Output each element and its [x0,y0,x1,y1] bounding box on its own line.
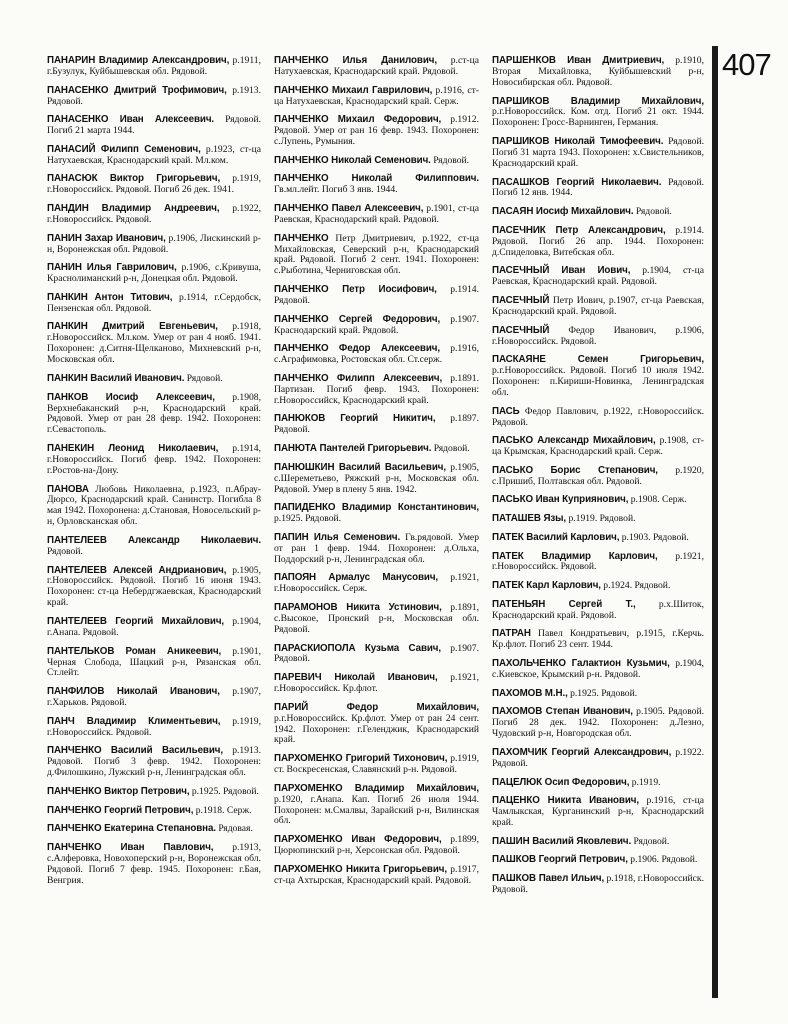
entry [492,495,704,506]
entry [492,689,704,700]
entry-name: ПАРИЙ Федор Михайлович, [274,701,479,713]
entry [47,393,261,437]
entry [47,263,261,285]
entry-details: р.1912. Рядовой. Умер от ран 16 февр. 1943. Похоронен: с.Лупень, Румыния. [274,114,479,148]
entry-name: ПАРХОМЕНКО Никита Григорьевич, [274,863,447,875]
entry-name: ПАНЧЕНКО Николай Семенович. [274,154,431,166]
entry-name: ПАРШИКОВ Владимир Михайлович, [492,95,704,107]
entry-details: р.1914, г.Новороссийск. Погиб февр. 1942. Похоронен: г.Ростов-на-Дону. [47,443,261,476]
entry-details: р.1891. Партизан. Погиб февр. 1943. Похоронен: г.Новороссийск, Краснодарский край. [274,372,479,406]
entry-name: ПАНТЕЛЕЕВ Георгий Михайлович, [47,616,225,627]
entry [47,115,261,137]
entry-name: ПАСЬКО Иван Куприянович, [492,494,629,506]
entry-details: р.1922, г.Новороссийск. Рядовой. [47,203,261,225]
entry [492,407,704,429]
entry [274,835,479,857]
entry [47,566,261,610]
entry-name: ПАРАСКИОПОЛА Кузьма Савич, [274,642,442,654]
entry-details: Рядовой. [631,835,670,847]
entry [492,355,704,399]
entry-details: р.г.Новороссийск. Ком. отд. Погиб 21 окт. 1944. Похоронен: Гросс-Варнинген, Германия. [492,106,704,129]
entry-details: р.1908, ст-ца Крымская, Краснодарский край. Серж. [492,435,704,458]
entry-name: ПАСЕЧНЫЙ [492,324,550,336]
entry-name: ПАНКИН Дмитрий Евгеньевич, [47,321,218,333]
entry-details: р.1914, г.Сердобск, Пензенская обл. Рядовой. [47,291,261,314]
entry-details: Рядовой. [431,443,470,455]
entry-name: ПАНКИН Антон Титович, [47,291,173,303]
entry-details: р.1905, с.Шереметьево, Ряжский р-н, Московская обл. Рядовой. Умер в плену 5 янв. 1942. [274,461,479,495]
entry-name: ПАНАСЕНКО Иван Алексеевич. [47,114,215,126]
entry [274,344,479,366]
entry [274,503,479,525]
entry [274,234,479,278]
entry [47,86,261,108]
entry-details: р.1903. Рядовой. [619,531,689,543]
entry [274,86,479,108]
entry-details: Рядовой. [633,206,672,218]
entry [274,754,479,776]
entry-details: р.1904, ст-ца Раевская, Краснодарский край. Рядовой. [492,265,704,288]
entry [492,207,704,218]
entry [492,436,704,458]
entry [492,514,704,525]
entry-name: ПАПИДЕНКО Владимир Константинович, [274,502,479,514]
entry [274,204,479,226]
entry [492,837,704,848]
entry-name: ПАНАРИН Владимир Александрович, [47,55,230,66]
entry-name: ПАПИН Илья Семенович. [274,531,401,543]
entry-details: р.1924. Рядовой. [600,580,671,592]
entry-name: ПАШКОВ Павел Ильич, [492,873,605,885]
entry-name: ПАНЧЕНКО Виктор Петрович, [47,785,190,797]
entry [492,226,704,259]
entry-details: р.1913. Рядовой. Погиб 3 февр. 1942. Похоронен: д.Филошкино, Лужский р-н, Ленинградская обл. [47,745,261,779]
entry-name: ПАСЕЧНЫЙ [492,294,550,306]
entry [274,784,479,828]
entry [492,748,704,770]
entry [274,644,479,666]
entry-name: ПАНОВА [47,483,89,495]
entry-name: ПАСЬ [492,405,520,417]
entry-details: р.1906, с.Кривуша, Краснолиманский р-н, Донецкая обл. Рядовой. [47,262,262,285]
entry-name: ПАНЧЕНКО Василий Васильевич, [47,745,223,757]
entry-name: ПАНЧЕНКО Федор Алексеевич, [274,343,440,355]
entry-details: Рядовой. Погиб 21 марта 1944. [47,114,261,137]
entry [274,115,479,148]
entry-details: р.1907. Краснодарский край. Рядовой. [274,313,480,336]
entry-name: ПАНЧЕНКО Георгий Петрович, [47,804,194,816]
entry [274,573,479,595]
entry-name: ПАХОМОВ М.Н., [492,687,568,699]
entry-details: р.1920, с.Пришиб, Полтавская обл. Рядовой. [492,464,704,487]
entry-details: р.1891, с.Высокое, Пронский р-н, Московская обл. Рядовой. [274,601,479,635]
entry [274,603,479,636]
entry-name: ПАНЧЕНКО Петр Иосифович, [274,284,437,296]
entry-details: р.1919. Рядовой. [566,513,636,525]
entry-name: ПАХОЛЬЧЕНКО Галактион Кузьмич, [492,658,670,670]
entry [492,581,704,592]
entry-name: ПАПОЯН Армалус Манусович, [274,572,439,584]
entry [47,806,261,817]
entry-details: р.1913. Рядовой. [47,84,261,107]
entry [492,266,704,288]
entry-details: р.1916, с.Аграфимовка, Ростовская обл. Ст.серж. [274,343,479,366]
entry-name: ПАТЕК Василий Карлович, [492,531,620,543]
entry [492,296,704,318]
entry-details: р.1921, г.Новороссийск. Кр.флот. [274,672,479,695]
entry [47,485,261,529]
entry-name: ПАТЕК Владимир Карлович, [492,550,658,562]
entry-name: ПАНЧЕНКО Илья Данилович, [274,55,437,66]
entry-details: Павел Кондратьевич, р.1915, г.Керчь. Кр.флот. Погиб 23 сент. 1944. [492,628,704,651]
entry-name: ПАСКАЯНЕ Семен Григорьевич, [492,354,704,366]
entry [492,552,704,574]
entry-details: Рядовой. [430,154,470,166]
entry [274,444,479,455]
entry [274,174,479,196]
entry-details: р.х.Шиток, Краснодарский край. Рядовой. [492,598,704,621]
entry [274,315,479,337]
column-2 [274,56,479,894]
entry-details: р.1918, г.Новороссийск. Рядовой. [492,873,704,896]
entry-name: ПАШИН Василий Яковлевич. [492,835,632,847]
entry-details: р.1920, г.Анапа. Кап. Погиб 26 июля 1944. Похоронен: м.Смалвы, Зарайский р-н, Вилинская обл. [274,793,479,827]
entry-details: Гв.мл.лейт. Погиб 3 янв. 1944. [274,184,398,196]
entry-details: р.1897. Рядовой. [274,413,479,436]
entry [47,204,261,226]
entry-name: ПАРШЕНКОВ Иван Дмитриевич, [492,55,665,66]
entry-details: р.1901, ст-ца Раевская, Краснодарский край. Рядовой. [274,203,479,225]
entry-details: р.1923, ст-ца Натухаевская, Краснодарский край. Мл.ком. [47,143,261,166]
entry-name: ПАХОМЧИК Георгий Александрович, [492,746,672,758]
entry-name: ПАНФИЛОВ Николай Иванович, [47,686,220,698]
entry-name: ПАНЧЕНКО Екатерина Степановна. [47,823,216,835]
entry-details: р.1925. Рядовой. [274,513,342,525]
entry-name: ПАНЧЕНКО Николай Филиппович. [274,173,479,185]
entry-name: ПАТЕК Карл Карлович, [492,580,601,592]
entry-details: р.1899, Цюрюпинский р-н, Херсонская обл. Рядовой. [274,834,479,857]
entry [47,717,261,739]
entry-details: Рядовая. [215,823,253,835]
entry-details: Гв.рядовой. Умер от ран 1 февр. 1944. Похоронен: д.Ольха, Поддорский р-н, Ленинградская обл. [274,531,479,565]
entry-name: ПАНИН Илья Гаврилович, [47,262,177,274]
entry [492,178,704,200]
entry-name: ПАНЮТА Пантелей Григорьевич. [274,443,432,455]
entry-details: р.1911, г.Бузулук, Куйбышевская обл. Рядовой. [47,55,261,77]
entry-details: р.1916, ст-ца Чамлыкская, Курганинский р-н, Краснодарский край. [492,795,704,829]
entry-details: Рядовой. Погиб 12 янв. 1944. [492,176,704,199]
entry [47,536,261,558]
entry [274,463,479,496]
entry [47,617,261,639]
entry [274,533,479,566]
entry [492,874,704,896]
entry [492,629,704,651]
entry-name: ПАНДИН Владимир Андреевич, [47,203,220,215]
entry [47,687,261,709]
entry-name: ПАНЧЕНКО Михаил Федорович, [274,114,442,126]
column-3 [492,56,704,904]
entry-name: ПАРШИКОВ Николай Тимофеевич. [492,136,664,148]
entry-name: ПАНЧ Владимир Климентьевич, [47,715,221,727]
entry-name: ПАНЧЕНКО [274,232,329,244]
entry-details: р.1921, г.Новороссийск. Рядовой. [492,550,704,573]
entry-details: Петр Иович, р.1907, ст-ца Раевская, Краснодарский край. Рядовой. [492,294,704,317]
entry-name: ПАЦЕЛЮК Осип Федорович, [492,776,630,788]
entry [47,647,261,680]
entry-details: р.1922. Рядовой. [492,746,704,769]
entry [274,865,479,887]
entry-details: р.1918, г.Новороссийск. Мл.ком. Умер от ран 4 нояб. 1941. Похоронен: д.Ситня-Щелканово, Михневский р-н, Московская обл. [47,321,261,366]
entry-details: р.1905, г.Новороссийск. Рядовой. Погиб 16 июня 1943. Похоронен: ст-ца Небердгжаевская, Краснодарский край. [47,564,261,609]
entry [47,746,261,779]
entry-details: р.1908, Верхнебаканский р-н, Краснодарский край. Рядовой. Умер от ран 28 февр. 1942. Похоронен: г.Севастополь. [47,391,261,436]
entry [274,374,479,407]
entry [47,374,261,385]
entry-name: ПАСЕЧНЫЙ Иван Иович, [492,265,631,277]
entry-details: р.1907, г.Харьков. Рядовой. [47,686,261,709]
entry-details: р.1910, Вторая Михайловка, Куйбышевский р-н, Новосибирская обл. Рядовой. [492,55,704,88]
entry-details: р.1919, г.Новороссийск. Рядовой. Погиб 26 дек. 1941. [47,173,261,196]
entry-name: ПАНТЕЛЕЕВ Александр Николаевич. [47,534,261,546]
entry [492,56,704,89]
entry-details: Рядовой. [47,545,83,557]
entry-name: ПАСЬКО Александр Михайлович, [492,435,656,447]
entry-name: ПАРХОМЕНКО Владимир Михайлович, [274,782,479,794]
entry-name: ПАНЧЕНКО Павел Алексеевич, [274,203,424,215]
entry-details: р.1916, ст-ца Натухаевская, Краснодарский край. Серж. [274,84,479,107]
entry [274,703,479,747]
entry [492,659,704,681]
page-number: 407 [722,47,771,82]
entry-details: р.1906. Рядовой. [627,854,698,866]
entry [274,285,479,307]
entry-name: ПАНЧЕНКО Иван Павлович, [47,841,214,853]
entry-details: р.1913, с.Алферовка, Новохоперский р-н, Воронежская обл. Рядовой. Погиб 7 февр. 1945. Похоронен: г.Бая, Венгрия. [47,841,261,886]
entry [47,56,261,78]
column-1 [47,56,261,894]
entry-name: ПАНЮКОВ Георгий Никитич, [274,413,436,425]
entry-details: р.1905. Рядовой. Погиб 28 дек. 1942. Похоронен: д.Лезно, Чудовский р-н, Новгородская обл. [492,706,705,740]
entry [47,444,261,477]
entry-details: Федор Иванович, р.1906, г.Новороссийск. Рядовой. [492,324,704,347]
entry-name: ПАРХОМЕНКО Григорий Тихонович, [274,753,448,765]
entry [274,673,479,695]
entry-details: р.1904, с.Киевское, Крымский р-н. Рядовой. [492,658,704,680]
entry-name: ПАТЕНЬЯН Сергей Т., [492,598,636,610]
entry [47,824,261,835]
entry-name: ПАНТЕЛЬКОВ Роман Аникеевич, [47,645,222,657]
entry-details: Любовь Николаевна, р.1923, п.Абрау-Дюрсо, Краснодарский край. Санинстр. Погибла 8 мая 1942. Похоронена: д.Становая, Новосельский р-н, Орловсканская обл. [47,483,261,528]
entry-name: ПАСЕЧНИК Петр Александрович, [492,224,666,236]
entry-details: Рядовой. [184,372,223,384]
entry-details: Рядовой. Погиб 31 марта 1943. Похоронен: х.Свистельников, Краснодарский край. [492,136,704,169]
entry-name: ПАНАСЮК Виктор Григорьевич, [47,173,221,185]
entry [47,145,261,167]
entry-name: ПАРЕВИЧ Николай Иванович, [274,672,438,684]
entry [492,707,704,740]
entry [274,414,479,436]
entry [47,293,261,315]
entry-name: ПАСАЯН Иосиф Михайлович. [492,206,634,218]
entry [47,787,261,798]
entry [47,322,261,366]
entry-details: р.1907. Рядовой. [274,642,479,665]
entry-name: ПАНЧЕНКО Михаил Гаврилович, [274,84,433,96]
entry-name: ПАНАСИЙ Филипп Семенович, [47,143,201,155]
entry-details: р.1921, г.Новороссийск. Серж. [274,572,479,595]
entry-details: р.1901, Черная Слобода, Шацкий р-н, Рязанская обл. Ст.лейт. [47,645,261,679]
entry [492,778,704,789]
entry-name: ПАНИН Захар Иванович, [47,232,166,244]
entry-name: ПАТАШЕВ Язы, [492,513,567,525]
entry-details: р.1919, г.Новороссийск. Рядовой. [47,715,261,738]
entry [274,156,479,167]
entry [492,855,704,866]
entry-details: р.1917, ст-ца Ахтырская, Краснодарский край. Рядовой. [274,863,480,886]
entry [492,326,704,348]
entry-name: ПАСЬКО Борис Степанович, [492,464,658,476]
entry-details: р.1908. Серж. [628,494,687,506]
entry-name: ПАНТЕЛЕЕВ Алексей Андрианович, [47,564,227,576]
entry-name: ПАТРАН [492,628,531,640]
entry-details: Петр Дмитриевич, р.1922, ст-ца Михайловская, Северский р-н, Краснодарский край. Рядовой. Погиб 2 сент. 1941. Похоронен: с.Рыботина, Черниговская обл. [274,232,479,277]
entry [492,533,704,544]
entry-name: ПАЦЕНКО Никита Иванович, [492,795,639,807]
entry-details: р.1914. Рядовой. [274,284,479,306]
entry-name: ПАСАШКОВ Георгий Николаевич. [492,176,662,188]
entry-details: р.г.Новороссийск. Кр.флот. Умер от ран 24 сент. 1942. Похоронен: г.Геленджик, Краснодарский край. [274,712,479,746]
entry-name: ПАНЧЕНКО Филипп Алексеевич, [274,372,443,384]
entry [492,600,704,622]
entry [492,97,704,130]
entry [274,56,479,78]
entry-name: ПАХОМОВ Степан Иванович, [492,706,633,718]
entry-details: р.г.Новороссийск. Рядовой. Погиб 10 июля 1942. Похоронен: п.Кириши-Новинка, Ленинградская обл. [492,365,704,398]
entry-details: р.1914. Рядовой. Погиб 26 апр. 1944. Похоронен: д.Спиделовка, Витебская обл. [492,224,705,258]
entry-name: ПАНЕКИН Леонид Николаевич, [47,443,219,455]
entry [47,234,261,256]
entry-details: Федор Павлович, р.1922, г.Новороссийск. Рядовой. [492,405,704,428]
entry-details: р.ст-ца Натухаевская, Краснодарский край. Рядовой. [274,55,479,77]
entry-name: ПАНАСЕНКО Дмитрий Трофимович, [47,84,227,96]
entry-name: ПАШКОВ Георгий Петрович, [492,854,628,866]
entry-name: ПАНКИН Василий Иванович. [47,372,185,384]
entry-name: ПАРАМОНОВ Никита Устинович, [274,601,442,613]
entry-name: ПАНКОВ Иосиф Алексеевич, [47,391,215,403]
entry-details: р.1925. Рядовой. [567,687,638,699]
entry [47,174,261,196]
entry [492,137,704,170]
entry-details: р.1925. Рядовой. [189,785,259,797]
entry-details: р.1904, г.Анапа. Рядовой. [47,616,261,638]
entry [492,796,704,829]
entry-details: р.1918. Серж. [193,804,252,816]
page-edge-bar [712,46,718,998]
entry-details: р.1919, ст. Воскресенская, Славянский р-н. Рядовой. [274,753,480,776]
entry-name: ПАНЮШКИН Василий Васильевич, [274,461,446,473]
entry-details: р.1919. [629,776,661,788]
entry-name: ПАНЧЕНКО Сергей Федорович, [274,313,441,325]
entry [492,466,704,488]
entry-details: р.1906, Лискинский р-н, Воронежская обл. Рядовой. [47,232,261,255]
entry [47,843,261,887]
entry-name: ПАРХОМЕНКО Иван Федорович, [274,834,442,846]
